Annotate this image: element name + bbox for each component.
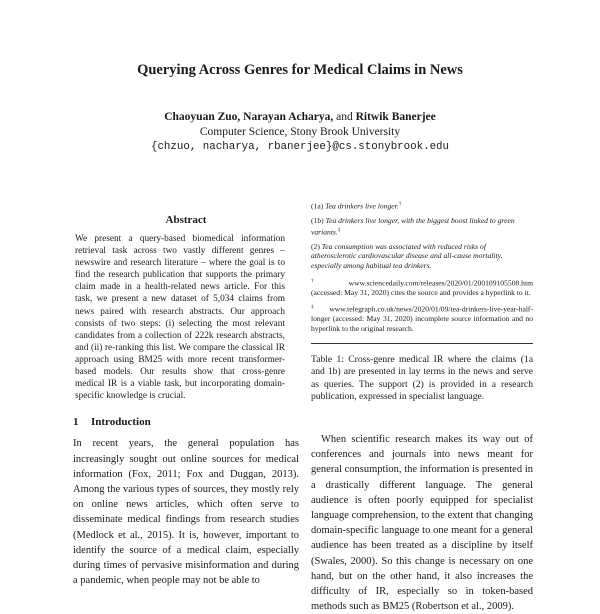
author-emails: {chzuo, nacharya, rbanerjee}@cs.stonybrook.edu [150, 141, 450, 153]
author-last: Ritwik Banerjee [355, 111, 436, 123]
section-number: 1 [73, 416, 79, 429]
author-list: Chaoyuan Zuo, Narayan Acharya, [164, 111, 334, 123]
section-title: Introduction [91, 416, 151, 429]
section-heading-introduction [73, 416, 299, 428]
introduction-text: In recent years, the general population has increasingly sought out online sources for medical information (Fox, 2011; Fox and Duggan, 2013). Among the various types of sources, they mostly rely on online news articles, which often serve to disseminate medical findings from research studies (Medlock et al., 2015). It is, however, important to identify the source of a medical claim, especially during times of pervasive misinformation and during a pandemic, when people may not be able to [73, 438, 299, 587]
paper-title: Querying Across Genres for Medical Claims in News [137, 62, 463, 78]
table-footnote-2 [311, 303, 533, 333]
claim-2-label: (2) [311, 241, 320, 251]
author-and: and [336, 111, 353, 123]
footnote-2-mark: ‡ [311, 304, 321, 311]
right-column [311, 200, 533, 614]
claim-1a-text: Tea drinkers live longer. [325, 201, 399, 211]
affiliation: Computer Science, Stony Brook University [199, 126, 401, 138]
table-1 [311, 200, 533, 334]
claim-1b-mark: ‡ [337, 226, 341, 233]
claim-2-text: Tea consumption was associated with reduced risks of atherosclerotic cardiovascular disease and all-cause mortality, especially among habitual tea drinkers. [311, 241, 503, 271]
abstract-text: We present a query-based biomedical information retrieval task across two vastly different genres – newswire and research literature – where the goal is to find the research publication that supports the primary claim made in a health-related news article. For this task, we present a new dataset of 5,034 claims from news paired with research abstracts. Our approach consists of two steps: (i) selecting the most relevant candidates from a collection of 222k research abstracts, and (ii) re-ranking this list. We compare the classical IR approach using BM25 with more recent transformer-based models. Our results show that cross-genre medical IR is a viable task, but incorporating domain-specific knowledge is crucial. [75, 234, 285, 402]
left-column [73, 214, 299, 588]
table-footnote-1 [311, 277, 533, 298]
table-caption: Table 1: Cross-genre medical IR where the claims (1a and 1b) are presented in lay terms in the news and serve as queries. The support (2) is provided in a research publication, expressed in specialist language. [311, 353, 533, 403]
author-names [0, 110, 600, 125]
claim-1a [311, 200, 533, 211]
claim-1b [311, 216, 533, 237]
right-body-text: When scientific research makes its way out of conferences and journals into news meant for general consumption, the information is presented in a drastically different language. The general audience is often poorly equipped for specialist language comprehension, to the extent that changing domain-specific language to one meant for a general audience has been treated as a discipline by itself (Swales, 2000). So this change is necessary on one hand, but on the other hand, it also increases the difficulty of IR, especially so in token-based methods such as BM25 (Robertson et al., 2009). [311, 434, 533, 613]
author-block [0, 110, 600, 155]
claim-1b-text: Tea drinkers live longer, with the biggest boost linked to green variants. [311, 216, 515, 237]
claim-1b-label: (1b) [311, 216, 324, 226]
footnote-2-text: www.telegraph.co.uk/news/2020/01/09/tea-drinkers-live-year-half-longer (accessed: May 31, 2020) incomplete source information and no hyperlink to the original research. [311, 304, 533, 334]
abstract-heading: Abstract [165, 214, 207, 226]
claim-1a-label: (1a) [311, 201, 324, 211]
claim-2 [311, 242, 533, 271]
claim-1a-mark: † [398, 201, 402, 207]
footnote-1-text: www.sciencedaily.com/releases/2020/01/200109105508.htm (accessed: May 31, 2020) cites the source and provides a hyperlink to it. [311, 278, 533, 297]
table-rule [311, 343, 533, 344]
footnote-1-mark: † [311, 277, 331, 284]
